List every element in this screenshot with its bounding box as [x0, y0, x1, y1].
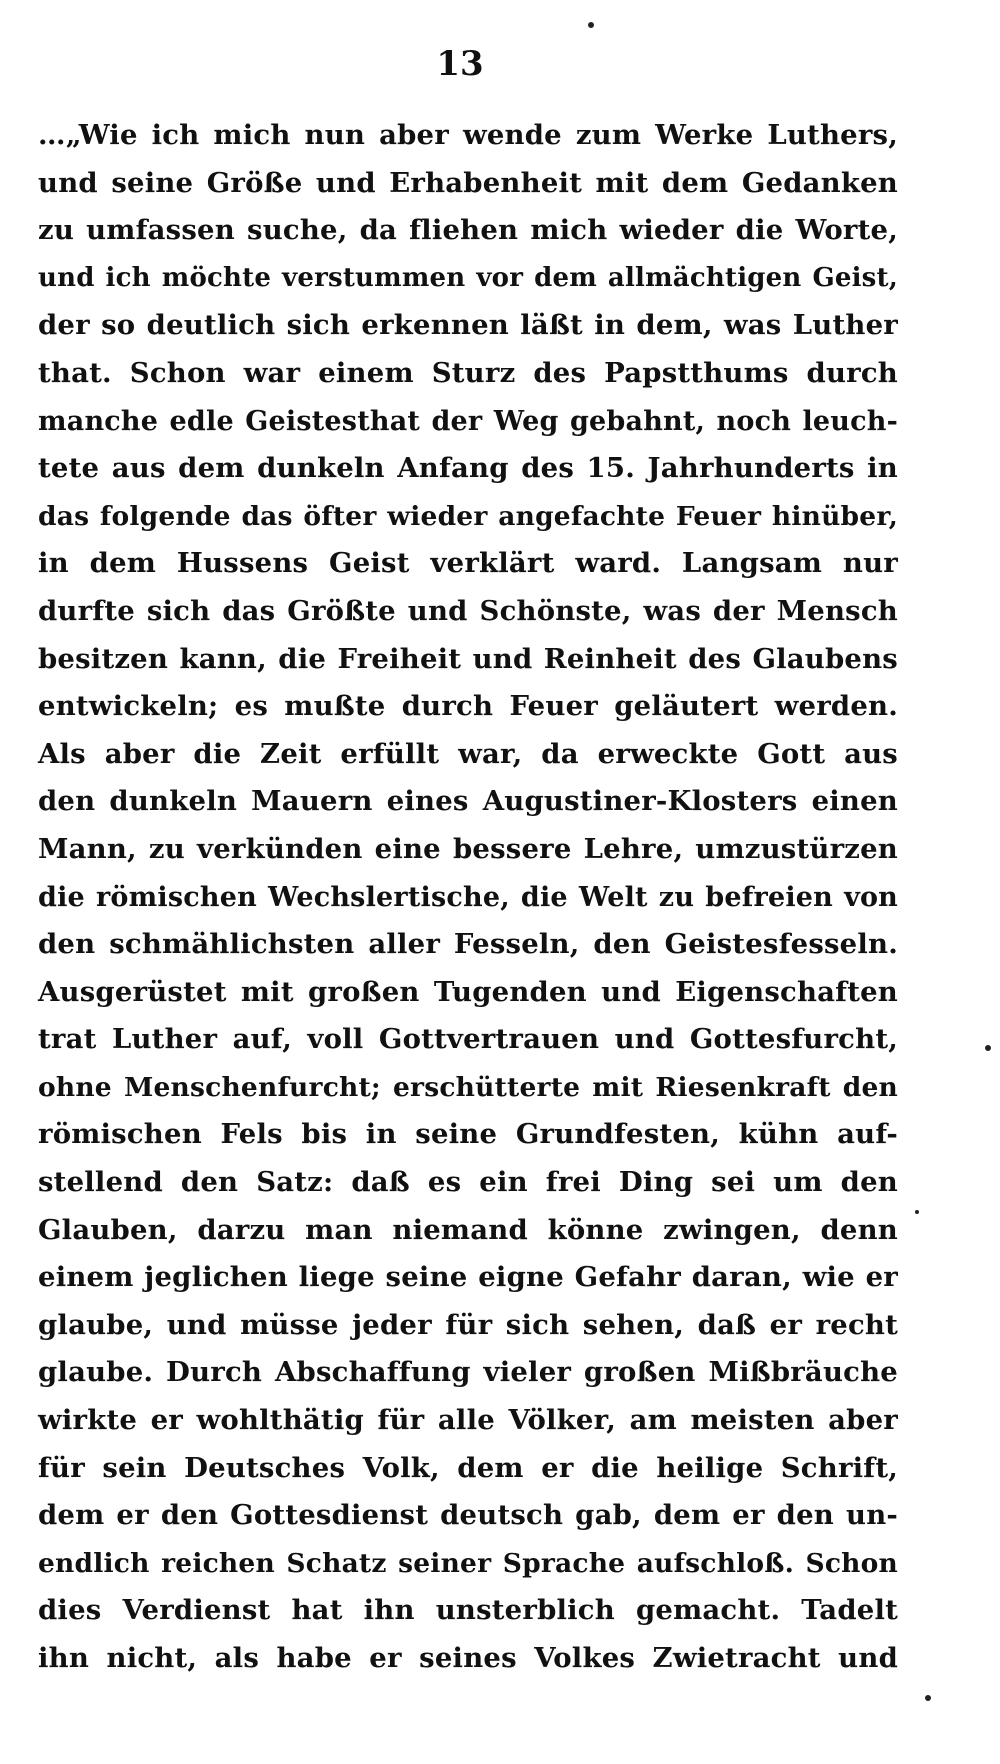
text-line: einem jeglichen liege seine eigne Gefahr daran, wie er	[38, 1261, 898, 1294]
text-line: glaube, und müsse jeder für sich sehen, daß er recht	[38, 1308, 898, 1341]
text-line: in dem Hussens Geist verklärt ward. Langsam nur	[38, 547, 898, 580]
text-line: that. Schon war einem Sturz des Papstthums durch	[38, 356, 898, 389]
text-line: zu umfassen suche, da fliehen mich wieder die Worte,	[38, 214, 898, 247]
scan-speck	[985, 1045, 991, 1051]
text-line: …„Wie ich mich nun aber wende zum Werke Luthers,	[38, 119, 898, 151]
text-line: die römischen Wechslertische, die Welt zu befreien von	[38, 881, 898, 913]
page-number: 13	[436, 44, 484, 84]
text-line: glaube. Durch Abschaffung vieler großen Mißbräuche	[38, 1356, 898, 1389]
text-line: manche edle Geistesthat der Weg gebahnt, noch leuch-	[38, 405, 898, 437]
scan-speck	[915, 1210, 919, 1214]
text-line: entwickeln; es mußte durch Feuer geläutert werden.	[38, 690, 898, 723]
text-line: ihn nicht, als habe er seines Volkes Zwietracht und	[38, 1642, 898, 1674]
text-line: Mann, zu verkünden eine bessere Lehre, umzustürzen	[38, 832, 898, 865]
text-line: römischen Fels bis in seine Grundfesten, kühn auf-	[38, 1118, 898, 1151]
text-line: stellend den Satz: daß es ein frei Ding sei um den	[38, 1166, 898, 1199]
text-line: der so deutlich sich erkennen läßt in dem, was Luther	[38, 309, 898, 342]
text-line: dies Verdienst hat ihn unsterblich gemacht. Tadelt	[38, 1594, 898, 1627]
text-line: ohne Menschenfurcht; erschütterte mit Riesenkraft den	[38, 1071, 898, 1103]
text-line: Glauben, darzu man niemand könne zwingen, denn	[38, 1213, 898, 1246]
text-line: durfte sich das Größte und Schönste, was der Mensch	[38, 594, 898, 627]
text-line: Als aber die Zeit erfüllt war, da erweckte Gott aus	[38, 737, 898, 770]
text-line: für sein Deutsches Volk, dem er die heilige Schrift,	[38, 1451, 898, 1484]
text-line: den schmählichsten aller Fesseln, den Geistesfesseln.	[38, 928, 898, 961]
scan-speck	[925, 1695, 931, 1701]
text-line: endlich reichen Schatz seiner Sprache aufschloß. Schon	[38, 1547, 898, 1579]
text-line: das folgende das öfter wieder angefachte Feuer hinüber,	[38, 500, 898, 532]
text-line: dem er den Gottesdienst deutsch gab, dem er den un-	[38, 1499, 898, 1532]
body-text	[38, 112, 898, 1683]
text-line: und ich möchte verstummen vor dem allmächtigen Geist,	[38, 262, 898, 293]
scan-speck	[588, 22, 594, 28]
text-line: Ausgerüstet mit großen Tugenden und Eigenschaften	[38, 975, 898, 1008]
text-line: besitzen kann, die Freiheit und Reinheit des Glaubens	[38, 642, 898, 675]
text-line: wirkte er wohlthätig für alle Völker, am meisten aber	[38, 1404, 898, 1437]
text-line: trat Luther auf, voll Gottvertrauen und Gottesfurcht,	[38, 1023, 898, 1056]
text-line: und seine Größe und Erhabenheit mit dem Gedanken	[38, 166, 898, 199]
text-line: tete aus dem dunkeln Anfang des 15. Jahrhunderts in	[38, 452, 898, 485]
text-line: den dunkeln Mauern eines Augustiner-Klosters einen	[38, 785, 898, 818]
